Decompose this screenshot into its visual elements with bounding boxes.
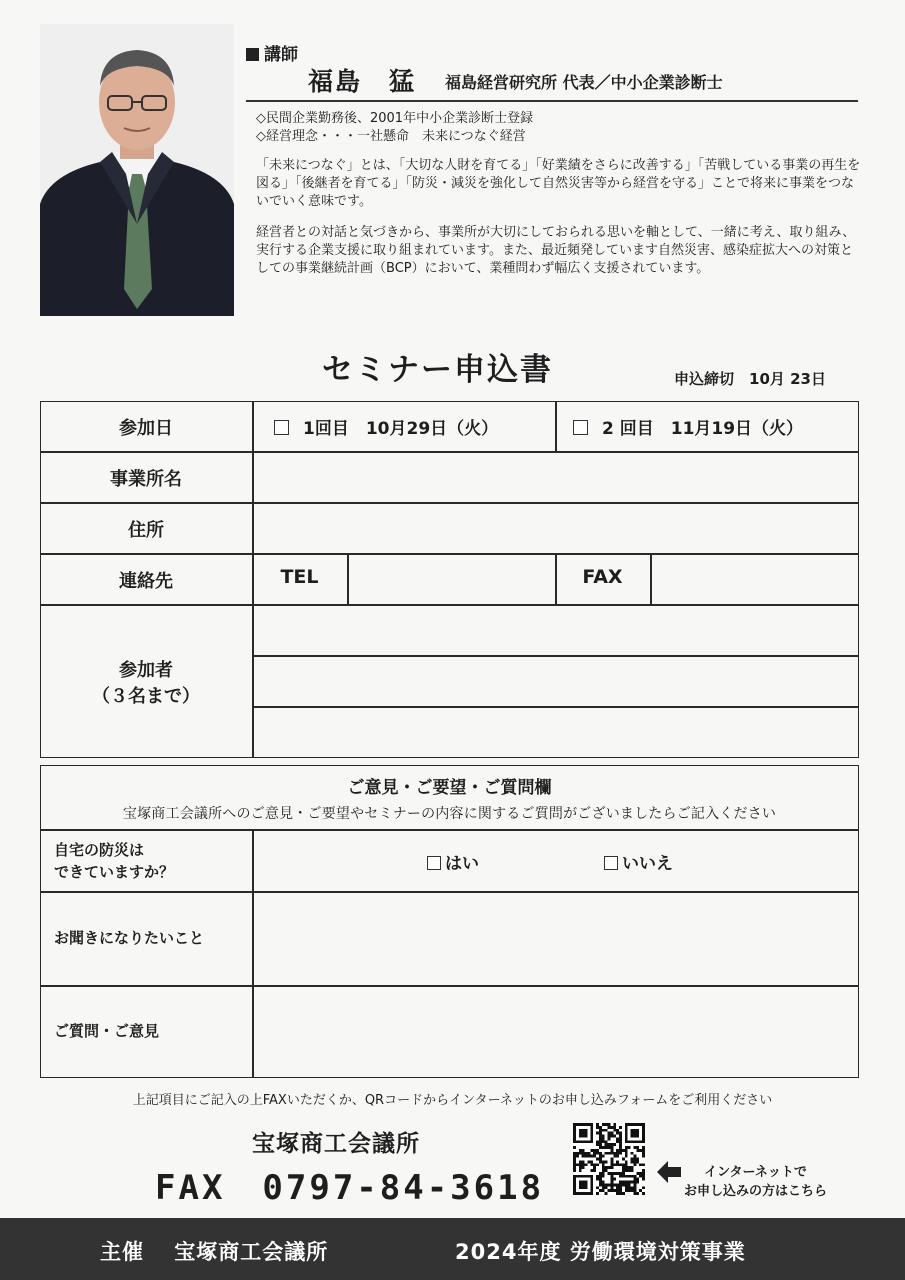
contact-label: 連絡先 bbox=[119, 571, 173, 592]
submission-note: 上記項目にご記入の上FAXいただくか、QRコードからインターネットのお申し込みフォームをご利用ください bbox=[132, 1093, 773, 1108]
bio-paragraph-1: 「未来につなぐ」とは、「大切な人財を育てる」「好業績をさらに改善する」「苦戦している事業の再生を図る」「後継者を育てる」「防災・減災を強化して自然災害等から経営を守る」ことで将来に事業をつないでいく意味です。 bbox=[256, 158, 861, 209]
tel-label: TEL bbox=[280, 566, 319, 588]
date-label: 参加日 bbox=[119, 418, 173, 439]
tel-field[interactable] bbox=[349, 555, 554, 603]
fax-number: FAX 0797-84-3618 bbox=[155, 1168, 545, 1208]
fax-label: FAX bbox=[582, 566, 623, 588]
project-name: 2024年度 労働環境対策事業 bbox=[455, 1240, 746, 1264]
participants-note: （３名まで） bbox=[92, 686, 200, 707]
answer-yes[interactable]: はい bbox=[427, 849, 479, 874]
business-name-field[interactable] bbox=[254, 453, 858, 501]
address-label: 住所 bbox=[128, 520, 164, 541]
business-name-label: 事業所名 bbox=[110, 469, 182, 490]
lecturer-affiliation: 福島経営研究所 代表／中小企業診断士 bbox=[445, 73, 723, 92]
question-comments: ご質問・ご意見 bbox=[54, 1022, 160, 1040]
fax-field[interactable] bbox=[652, 555, 858, 603]
deadline: 申込締切 10月 23日 bbox=[674, 370, 826, 388]
lecturer-heading: 講師 bbox=[246, 40, 298, 65]
opinion-description: 宝塚商工会議所へのご意見・ご要望やセミナーの内容に関するご質問がございましたらご記入ください bbox=[122, 806, 777, 822]
checkbox-yes[interactable] bbox=[427, 856, 441, 870]
host-organization: 主催 宝塚商工会議所 bbox=[100, 1240, 329, 1264]
comments-field[interactable] bbox=[254, 987, 858, 1077]
address-field[interactable] bbox=[254, 504, 858, 552]
participant-2-field[interactable] bbox=[254, 657, 858, 705]
bio-career: ◇民間企業勤務後、2001年中小企業診断士登録 bbox=[256, 111, 534, 126]
bio-philosophy: ◇経営理念・・・一社懸命 未来につなぐ経営 bbox=[256, 129, 526, 144]
arrow-left-icon bbox=[657, 1161, 681, 1183]
instructor-photo bbox=[40, 24, 234, 316]
qr-code-icon[interactable] bbox=[573, 1123, 645, 1195]
lecturer-name: 福島 猛 bbox=[308, 67, 417, 96]
participant-1-field[interactable] bbox=[254, 606, 858, 654]
internet-application-text: インターネットで お申し込みの方はこちら bbox=[684, 1165, 828, 1199]
participants-label: 参加者 bbox=[119, 660, 173, 681]
divider bbox=[246, 100, 858, 102]
opinion-title: ご意見・ご要望・ご質問欄 bbox=[347, 778, 552, 798]
bio-paragraph-2: 経営者との対話と気づきから、事業所が大切にしておられる思いを軸として、一緒に考え、取り組み、実行する企業支援に取り組まれています。また、最近頻発しています自然災害、感染症拡大への対策としての事業継続計画（BCP）において、業種問わず幅広く支援されています。 bbox=[256, 225, 856, 276]
checkbox-date-1[interactable] bbox=[274, 420, 289, 435]
square-bullet-icon bbox=[246, 48, 259, 61]
answer-no[interactable]: いいえ bbox=[604, 849, 673, 874]
checkbox-date-2[interactable] bbox=[573, 420, 588, 435]
question-topics: お聞きになりたいこと bbox=[54, 929, 205, 947]
date-option-1[interactable]: 1回目 10月29日（火） bbox=[274, 414, 498, 439]
organization-name: 宝塚商工会議所 bbox=[252, 1131, 420, 1157]
form-title: セミナー申込書 bbox=[322, 352, 553, 388]
divider bbox=[40, 829, 859, 831]
participant-3-field[interactable] bbox=[254, 708, 858, 756]
question-disaster-prep: 自宅の防災は できていますか？ bbox=[54, 841, 175, 881]
divider bbox=[555, 401, 557, 452]
date-option-2[interactable]: 2 回目 11月19日（火） bbox=[573, 414, 803, 439]
checkbox-no[interactable] bbox=[604, 856, 618, 870]
topics-field[interactable] bbox=[254, 893, 858, 984]
